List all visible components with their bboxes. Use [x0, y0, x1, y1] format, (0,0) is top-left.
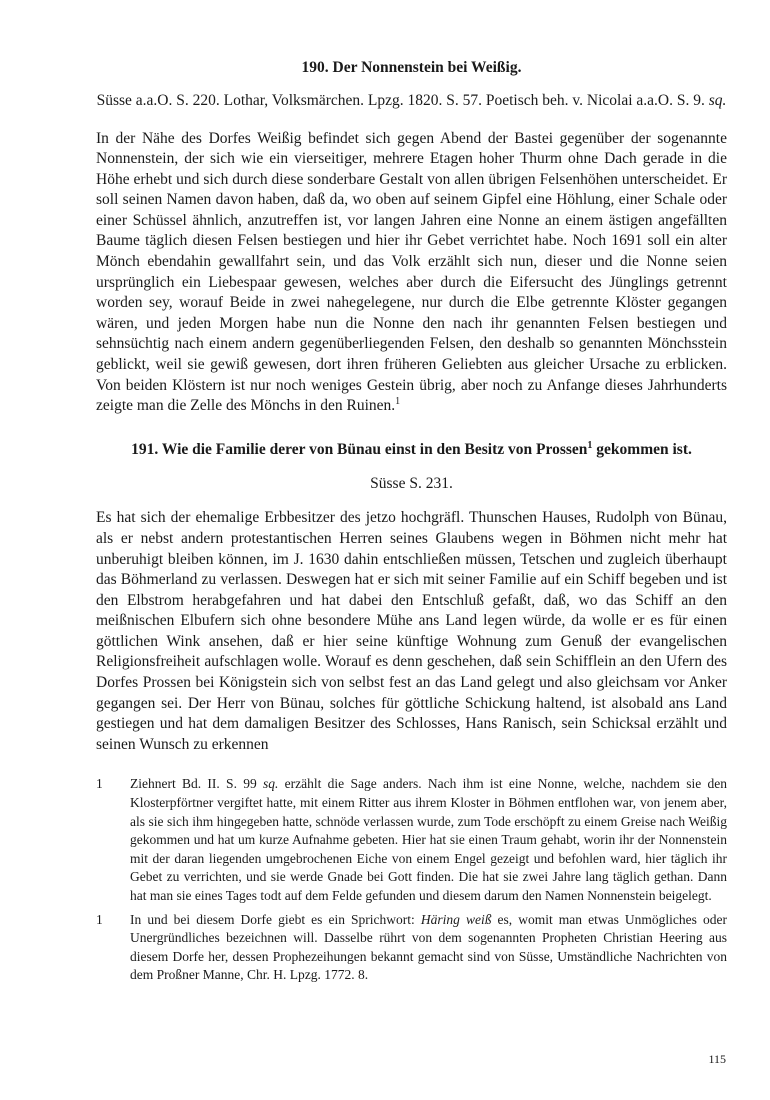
section-190-body-text: In der Nähe des Dorfes Weißig befindet sich gegen Abend der Bastei gegenüber der sogenannte Nonnenstein, der sich wie ein vierseitiger, mehrere Etagen hoher Thurm ohne Dach gerade in die Höhe erhebt und sich durch diese sonderbare Gestalt von allen übrigen Felsenhöhen unterscheidet. Er soll seinen Namen davon haben, daß da, wo oben auf seinem Gipfel eine Höhlung, einer Schale oder einer Schüssel ähnlich, anzutreffen ist, vor langen Jahren eine Nonne an einem ästigen angefällten Baume täglich diesen Felsen bestiegen und hier ihr Gebet verrichtet habe. Noch 1691 soll ein alter Mönch ebendahin gewallfahrt sein, und das Volk erzählt sich nun, dieser und die Nonne seien ursprünglich ein Liebespaar gewesen, welches aber durch die Eifersucht des Jünglings getrennt worden sey, worauf Beide in zwei nahegelegene, nur durch die Elbe getrennte Klöster gegangen wären, und jeden Morgen habe nun die Nonne den nach ihr genannten Felsen bestiegen und sehnsüchtig nach einem andern gegenüberliegenden Felsen, den deshalb so genannten Mönchsstein geblickt, weil sie gewiß gewesen, dort ihren früheren Geliebten aus gleicher Ursache zu erblicken. Von beiden Klöstern ist nur noch weniges Gestein übrig, aber noch zu Anfange dieses Jahrhunderts zeigte man die Zelle des Mönchs in den Ruinen. [96, 129, 727, 415]
section-191-title-tail: gekommen ist. [592, 440, 692, 458]
footnote-ref[interactable]: 1 [395, 396, 401, 408]
footnote-number: 1 [96, 776, 103, 792]
footnotes [96, 775, 727, 985]
section-191-title [96, 440, 727, 460]
section-190-source [96, 91, 727, 112]
footnote-number: 1 [96, 911, 103, 927]
section-191-body: Es hat sich der ehemalige Erbbesitzer des jetzo hochgräfl. Thunschen Hauses, Rudolph von Bünau, als er nebst andern protestantischen Herren seines Glaubens wegen in Böhmen nicht mehr hat unberuhigt bleiben können, im J. 1630 dahin entschließen müssen, Tetschen und zugleich überhaupt das Böhmerland zu verlassen. Deswegen hat er sich mit seiner Familie auf ein Schiff begeben und ist den Elbstrom herabgefahren und hat dabei den Entschluß gefaßt, daß, wo das Schiff an den meißnischen Elbufern sich ohne besondere Mühe ans Land legen würde, da wolle er es für einen göttlichen Wink ansehen, daß er hier seine künftige Wohnung zum Genuß der evangelischen Religionsfreiheit aufschlagen wolle. Worauf es denn geschehen, daß sein Schifflein an den Ufern des Dorfes Prossen bei Königstein sich von selbst fest an das Land gelegt und also gleichsam vor Anker gegangen sei. Der Herr von Bünau, solches für göttliche Schickung haltend, ist alsobald ans Land gestiegen und hat dem damaligen Besitzer des Schlosses, Hans Ranisch, sein Schicksal erzählt und seinen Wunsch zu erkennen [96, 509, 727, 753]
section-191-source: Süsse S. 231. [370, 474, 453, 492]
page-number: 115 [708, 1052, 726, 1066]
section-190-source-italic: sq. [708, 92, 727, 109]
section-190-source-text: Süsse a.a.O. S. 220. Lothar, Volksmärchen. Lpzg. 1820. S. 57. Poetisch beh. v. Nicolai a.a.O. S. 9. [96, 92, 705, 109]
footnote-item [96, 775, 727, 905]
page-content [96, 58, 727, 985]
footnote-text: In und bei diesem Dorfe giebt es ein Sprichwort: Häring weiß es, womit man etwas Unmögliches oder Unergründliches bezeichnen will. Dasselbe rührt von dem sogenannten Propheten Christian Heering aus diesem Dorfe her, dessen Prophezeihungen bekannt gemacht sind von Süsse, Umständliche Nachrichten von dem Proßner Manne, Chr. H. Lpzg. 1772. 8. [130, 911, 727, 983]
footnote-ref[interactable]: 1 [587, 439, 593, 451]
footnote-item [96, 911, 727, 985]
footnote-text: Ziehnert Bd. II. S. 99 sq. erzählt die Sage anders. Nach ihm ist eine Nonne, welche, nachdem sie den Klosterpförtner vergiftet hatte, mit einem Ritter aus ihrem Kloster in Böhmen entflohen war, von jenem aber, als sie sich ihm hingegeben hatte, schnöde verlassen wurde, zum Tode erschöpft zu einem Greise nach Weißig gekommen und hat um kurze Aufnahme gebeten. Hier hat sie einen Traum gehabt, worin ihr der Nonnenstein mit der daran liegenden umgebrochenen Eiche von einem Engel gezeigt und befohlen ward, hier täglich ihr Gebet zu verrichten, und sie werde Gnade bei Gott finden. Die hat sie zwei Jahre lang täglich gethan. Dann hat man sie eines Tages todt auf dem Felde gefunden und diesem darum den Namen Nonnenstein beigelegt. [130, 776, 727, 903]
section-190-body [96, 129, 727, 417]
section-190-title: 190. Der Nonnenstein bei Weißig. [301, 59, 522, 76]
section-191-title-text: 191. Wie die Familie derer von Bünau einst in den Besitz von Prossen [131, 440, 588, 458]
